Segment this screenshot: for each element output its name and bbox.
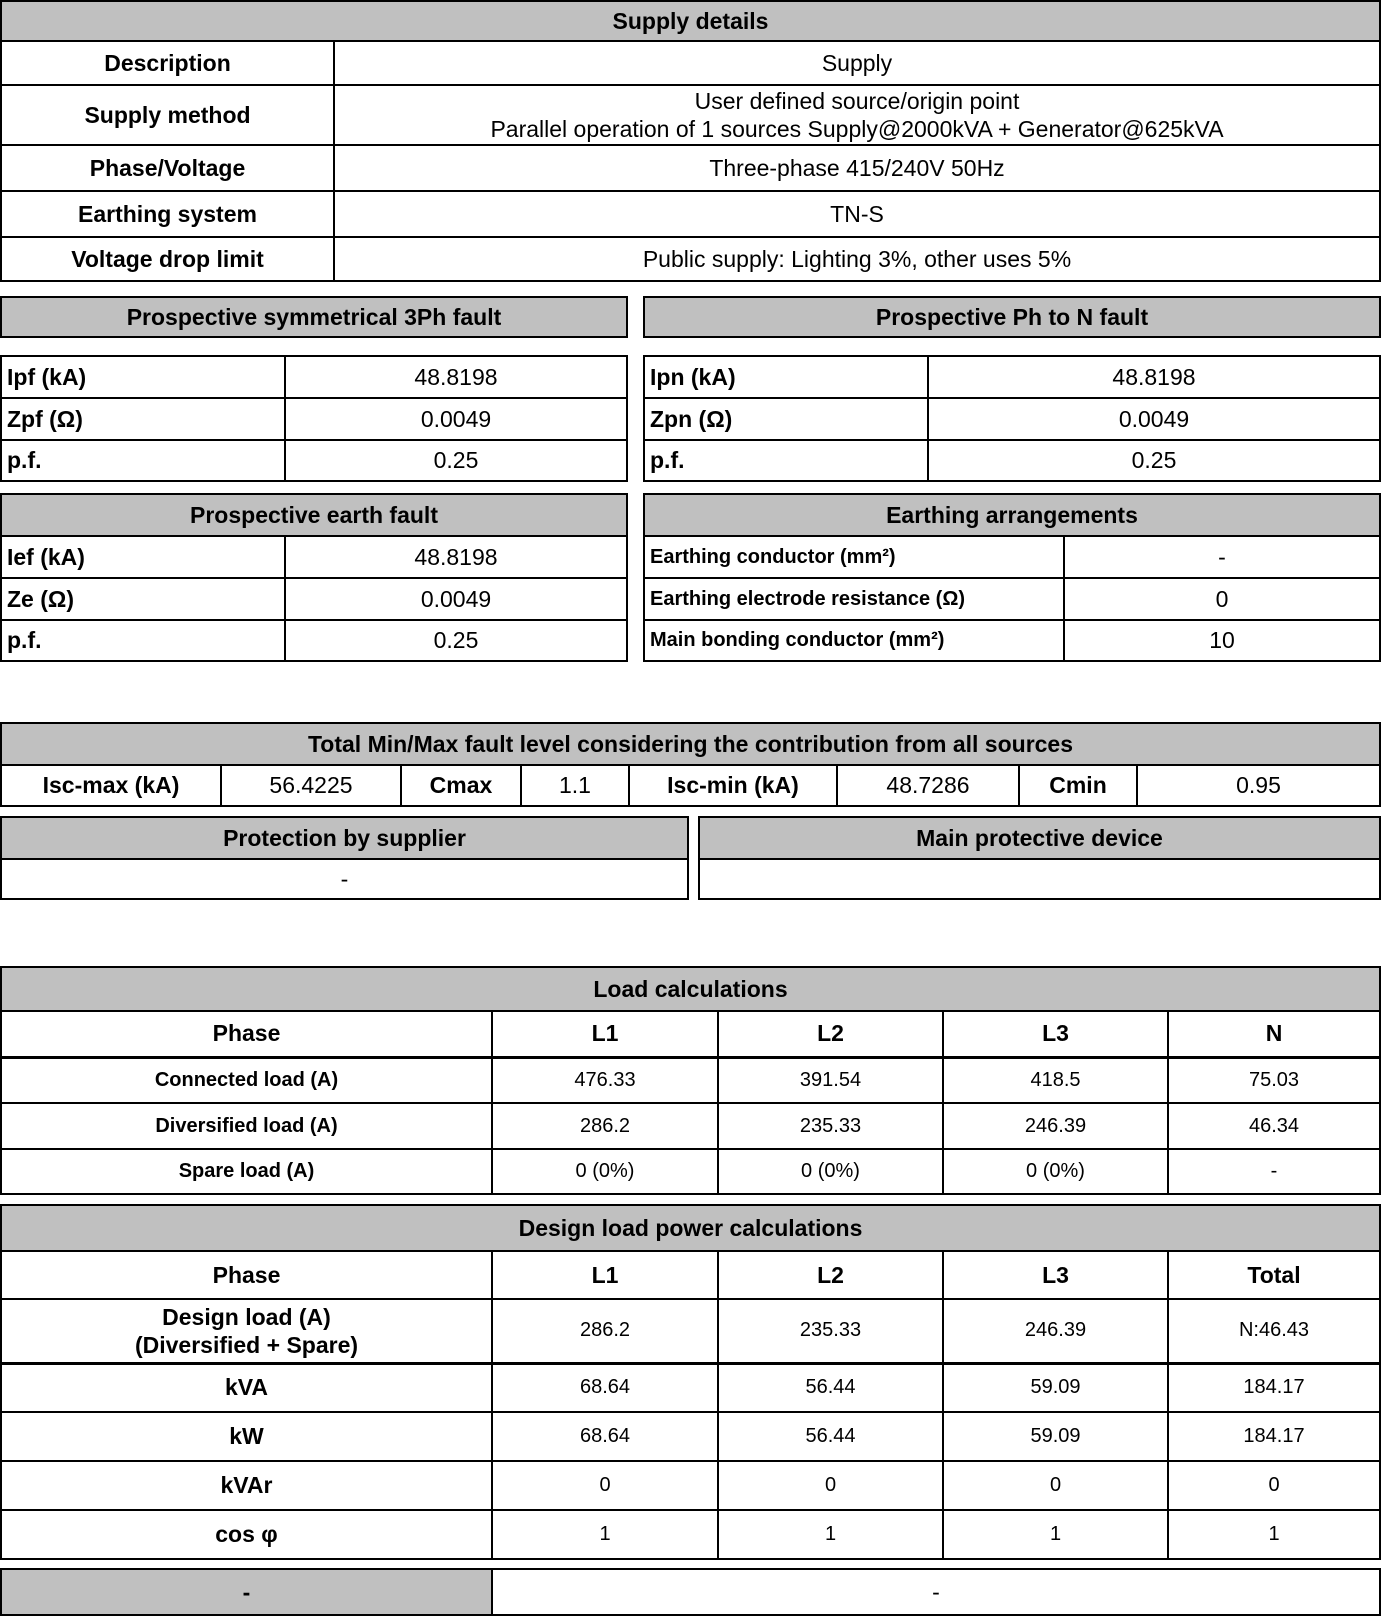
phn-table <box>643 355 1381 482</box>
design-cell: 1 <box>718 1510 943 1559</box>
design-cell: N:46.43 <box>1168 1299 1380 1363</box>
earthfault-section <box>0 493 628 662</box>
design-cell: 184.17 <box>1168 1363 1380 1412</box>
design-header-l1: L1 <box>492 1251 718 1299</box>
design-cell: 56.44 <box>718 1412 943 1461</box>
sym3ph-title-box <box>0 296 628 338</box>
sym3ph-table <box>0 355 628 482</box>
phn-title-box <box>643 296 1381 338</box>
zpn-label: Zpn (Ω) <box>644 398 928 440</box>
phn-title: Prospective Ph to N fault <box>644 297 1380 337</box>
design-cell: 56.44 <box>718 1363 943 1412</box>
table-row <box>1 1103 1380 1149</box>
earthing-system-value: TN-S <box>334 191 1380 237</box>
supply-method-value <box>334 85 1380 145</box>
design-cell: 1 <box>1168 1510 1380 1559</box>
cmin-label: Cmin <box>1019 765 1137 806</box>
load-cell: 286.2 <box>492 1103 718 1149</box>
sym3ph-table-box <box>0 355 628 482</box>
supply-method-line1: User defined source/origin point <box>694 88 1020 114</box>
load-cell: 46.34 <box>1168 1103 1380 1149</box>
design-row-label: kW <box>1 1412 492 1461</box>
cmin-value: 0.95 <box>1137 765 1380 806</box>
supply-description-value: Supply <box>334 41 1380 85</box>
load-row-label: Connected load (A) <box>1 1057 492 1103</box>
isc-max-value: 56.4225 <box>221 765 401 806</box>
load-cell: 391.54 <box>718 1057 943 1103</box>
load-cell: 0 (0%) <box>718 1149 943 1194</box>
load-header-l1: L1 <box>492 1011 718 1057</box>
design-header-l3: L3 <box>943 1251 1168 1299</box>
zpf-value: 0.0049 <box>285 398 627 440</box>
earthing-conductor-value: - <box>1064 536 1380 578</box>
design-row-label: cos φ <box>1 1510 492 1559</box>
cmax-label: Cmax <box>401 765 521 806</box>
earthing-section <box>643 493 1381 662</box>
table-row <box>1 1461 1380 1510</box>
load-table <box>0 966 1381 1195</box>
phase-voltage-value: Three-phase 415/240V 50Hz <box>334 145 1380 191</box>
design-cell: 68.64 <box>492 1412 718 1461</box>
footer-section <box>0 1568 1381 1616</box>
isc-min-label: Isc-min (kA) <box>629 765 837 806</box>
design-cell: 246.39 <box>943 1299 1168 1363</box>
load-cell: 235.33 <box>718 1103 943 1149</box>
isc-max-label: Isc-max (kA) <box>1 765 221 806</box>
load-section <box>0 966 1381 1195</box>
design-cell: 68.64 <box>492 1363 718 1412</box>
load-row-label: Spare load (A) <box>1 1149 492 1194</box>
footer-table <box>0 1568 1381 1616</box>
load-cell: 0 (0%) <box>492 1149 718 1194</box>
minmax-table <box>0 722 1381 807</box>
load-header-n: N <box>1168 1011 1380 1057</box>
design-header-phase: Phase <box>1 1251 492 1299</box>
design-cell: 0 <box>943 1461 1168 1510</box>
ze-value: 0.0049 <box>285 578 627 620</box>
load-header-l3: L3 <box>943 1011 1168 1057</box>
load-cell: 75.03 <box>1168 1057 1380 1103</box>
design-section <box>0 1204 1381 1560</box>
design-load-label-line1: Design load (A) <box>162 1303 331 1330</box>
footer-value: - <box>492 1569 1380 1615</box>
earthfault-pf-label: p.f. <box>1 620 285 661</box>
earthing-conductor-label: Earthing conductor (mm²) <box>644 536 1064 578</box>
design-cell: 1 <box>943 1510 1168 1559</box>
earthing-electrode-label: Earthing electrode resistance (Ω) <box>644 578 1064 620</box>
supply-details-table <box>0 0 1381 282</box>
earthing-title: Earthing arrangements <box>644 494 1380 536</box>
supply-method-line2: Parallel operation of 1 sources Supply@2000kVA + Generator@625kVA <box>490 116 1224 142</box>
table-row <box>1 1412 1380 1461</box>
sym3ph-pf-label: p.f. <box>1 440 285 481</box>
design-load-label <box>1 1299 492 1363</box>
ipf-value: 48.8198 <box>285 356 627 398</box>
ipf-label: Ipf (kA) <box>1 356 285 398</box>
design-header-l2: L2 <box>718 1251 943 1299</box>
design-cell: 0 <box>1168 1461 1380 1510</box>
supply-details-section <box>0 0 1381 282</box>
load-header-l2: L2 <box>718 1011 943 1057</box>
earthfault-table <box>0 493 628 662</box>
main-bonding-value: 10 <box>1064 620 1380 661</box>
load-row-label: Diversified load (A) <box>1 1103 492 1149</box>
table-row <box>1 1149 1380 1194</box>
protection-supplier-table <box>0 816 689 900</box>
design-row-label: kVA <box>1 1363 492 1412</box>
earthing-table <box>643 493 1381 662</box>
main-protective-value <box>699 859 1380 899</box>
sym3ph-title: Prospective symmetrical 3Ph fault <box>1 297 627 337</box>
load-cell: 418.5 <box>943 1057 1168 1103</box>
ipn-value: 48.8198 <box>928 356 1380 398</box>
load-cell: 0 (0%) <box>943 1149 1168 1194</box>
ipn-label: Ipn (kA) <box>644 356 928 398</box>
table-row <box>1 1299 1380 1363</box>
design-cell: 59.09 <box>943 1363 1168 1412</box>
main-protective-section <box>698 816 1381 900</box>
voltage-drop-label: Voltage drop limit <box>1 237 334 281</box>
supply-description-label: Description <box>1 41 334 85</box>
design-cell: 286.2 <box>492 1299 718 1363</box>
earthfault-pf-value: 0.25 <box>285 620 627 661</box>
cmax-value: 1.1 <box>521 765 629 806</box>
design-load-label-line2: (Diversified + Spare) <box>134 1331 359 1358</box>
sym3ph-pf-value: 0.25 <box>285 440 627 481</box>
phn-pf-label: p.f. <box>644 440 928 481</box>
earthing-system-label: Earthing system <box>1 191 334 237</box>
load-title: Load calculations <box>1 967 1380 1011</box>
phase-voltage-label: Phase/Voltage <box>1 145 334 191</box>
isc-min-value: 48.7286 <box>837 765 1019 806</box>
footer-label: - <box>1 1569 492 1615</box>
load-cell: - <box>1168 1149 1380 1194</box>
design-cell: 235.33 <box>718 1299 943 1363</box>
protection-supplier-value: - <box>1 859 688 899</box>
earthfault-title: Prospective earth fault <box>1 494 627 536</box>
table-row <box>1 1510 1380 1559</box>
main-protective-table <box>698 816 1381 900</box>
supply-details-title: Supply details <box>1 1 1380 41</box>
design-cell: 0 <box>492 1461 718 1510</box>
minmax-title: Total Min/Max fault level considering the contribution from all sources <box>1 723 1380 765</box>
main-bonding-label: Main bonding conductor (mm²) <box>644 620 1064 661</box>
main-protective-title: Main protective device <box>699 817 1380 859</box>
supply-method-label: Supply method <box>1 85 334 145</box>
ief-label: Ief (kA) <box>1 536 285 578</box>
zpn-value: 0.0049 <box>928 398 1380 440</box>
table-row <box>1 1057 1380 1103</box>
load-header-phase: Phase <box>1 1011 492 1057</box>
phn-pf-value: 0.25 <box>928 440 1380 481</box>
design-table <box>0 1204 1381 1560</box>
protection-supplier-title: Protection by supplier <box>1 817 688 859</box>
design-row-label: kVAr <box>1 1461 492 1510</box>
ief-value: 48.8198 <box>285 536 627 578</box>
design-title: Design load power calculations <box>1 1205 1380 1251</box>
design-cell: 184.17 <box>1168 1412 1380 1461</box>
load-cell: 476.33 <box>492 1057 718 1103</box>
table-row <box>1 1363 1380 1412</box>
ze-label: Ze (Ω) <box>1 578 285 620</box>
phn-table-box <box>643 355 1381 482</box>
minmax-section <box>0 722 1381 807</box>
earthing-electrode-value: 0 <box>1064 578 1380 620</box>
design-cell: 0 <box>718 1461 943 1510</box>
design-cell: 1 <box>492 1510 718 1559</box>
protection-supplier-section <box>0 816 689 900</box>
voltage-drop-value: Public supply: Lighting 3%, other uses 5% <box>334 237 1380 281</box>
load-cell: 246.39 <box>943 1103 1168 1149</box>
design-cell: 59.09 <box>943 1412 1168 1461</box>
zpf-label: Zpf (Ω) <box>1 398 285 440</box>
design-header-total: Total <box>1168 1251 1380 1299</box>
